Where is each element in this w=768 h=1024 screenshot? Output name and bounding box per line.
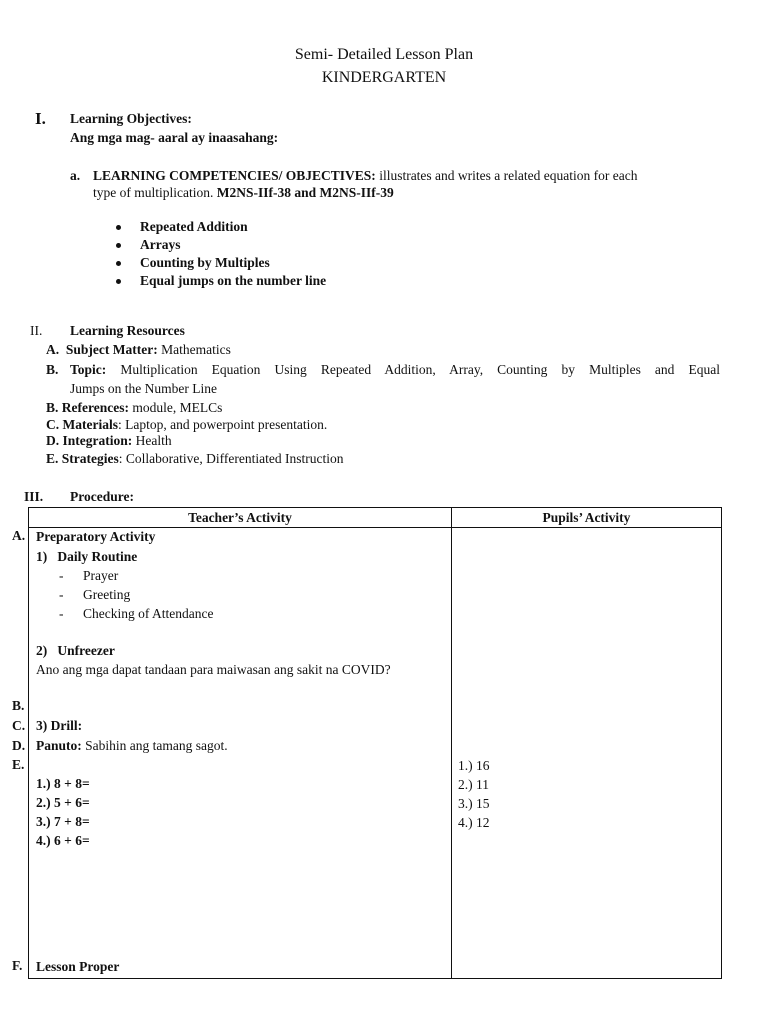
section1-heading: Learning Objectives: xyxy=(70,111,192,126)
bullet-item: Arrays xyxy=(140,237,181,252)
bullet-item: Equal jumps on the number line xyxy=(140,273,327,288)
preparatory-activity: Preparatory Activity xyxy=(36,529,156,544)
section3-heading: Procedure: xyxy=(70,489,134,504)
teacher-activity-header: Teacher’s Activity xyxy=(29,508,452,528)
drill-equation: 3.) 7 + 8= xyxy=(36,814,90,829)
item-a-label: LEARNING COMPETENCIES/ OBJECTIVES: xyxy=(93,168,376,183)
unfreezer: 2) Unfreezer xyxy=(36,643,115,658)
item-a-text-line1: illustrates and writes a related equation for each xyxy=(379,168,638,183)
unfreezer-question: Ano ang mga dapat tandaan para maiwasan ang sakit na COVID? xyxy=(36,662,391,677)
drill-equation: 1.) 8 + 8= xyxy=(36,776,90,791)
section2-heading: Learning Resources xyxy=(70,323,185,338)
row-letter: C. xyxy=(12,718,26,733)
pupil-answer: 2.) 11 xyxy=(458,777,489,792)
bullet-icon xyxy=(116,243,121,248)
resource-topic-letter: B. xyxy=(46,362,59,377)
item-a-text-line2: type of multiplication. xyxy=(93,185,214,200)
pupils-activity-header: Pupils’ Activity xyxy=(452,508,722,528)
bullet-item: Counting by Multiples xyxy=(140,255,270,270)
dash-icon: - xyxy=(59,606,64,621)
row-letter: F. xyxy=(12,958,23,973)
item-a-line2 xyxy=(93,185,394,201)
bullet-item: Repeated Addition xyxy=(140,219,248,234)
pupil-answer: 4.) 12 xyxy=(458,815,490,830)
pupil-answer: 1.) 16 xyxy=(458,758,490,773)
row-letter: D. xyxy=(12,738,26,753)
routine-item: Prayer xyxy=(83,568,119,583)
pupil-answer: 3.) 15 xyxy=(458,796,490,811)
section3-numeral: III. xyxy=(24,489,44,504)
drill: 3) Drill: xyxy=(36,718,83,733)
resource-item-materials: C. Materials: Laptop, and powerpoint presentation. xyxy=(46,417,328,432)
dash-icon: - xyxy=(59,568,64,583)
teacher-activity-cell xyxy=(29,528,452,979)
document-subtitle: KINDERGARTEN xyxy=(321,69,447,86)
item-a-line1 xyxy=(93,168,637,184)
resource-topic-line2: Jumps on the Number Line xyxy=(70,381,217,396)
drill-equation: 4.) 6 + 6= xyxy=(36,833,90,848)
drill-equation: 2.) 5 + 6= xyxy=(36,795,90,810)
row-letter: E. xyxy=(12,757,25,772)
resource-item-subject: A. Subject Matter: Mathematics xyxy=(46,342,231,357)
routine-item: Greeting xyxy=(83,587,131,602)
item-a-letter: a. xyxy=(70,168,81,183)
section1-intro: Ang mga mag- aaral ay inaasahang: xyxy=(70,130,279,145)
bullet-icon xyxy=(116,225,121,230)
row-letter: B. xyxy=(12,698,25,713)
item-a-code: M2NS-IIf-38 and M2NS-IIf-39 xyxy=(216,185,394,200)
lesson-proper: Lesson Proper xyxy=(36,959,120,974)
resource-item-strategies: E. Strategies: Collaborative, Differentiated Instruction xyxy=(46,451,344,466)
row-letter: A. xyxy=(12,528,26,543)
pupils-activity-cell xyxy=(452,528,722,979)
bullet-icon xyxy=(116,279,121,284)
resource-item-references: B. References: module, MELCs xyxy=(46,400,223,415)
resource-item-integration: D. Integration: Health xyxy=(46,433,172,448)
section1-numeral: I. xyxy=(35,109,46,128)
procedure-table xyxy=(28,507,722,979)
routine-item: Checking of Attendance xyxy=(83,606,214,621)
resource-topic-line1: Topic: Multiplication Equation Using Repeated Addition, Array, Counting by Multiples and Equal xyxy=(70,362,720,377)
panuto: Panuto: Sabihin ang tamang sagot. xyxy=(36,738,228,753)
daily-routine: 1) Daily Routine xyxy=(36,549,138,564)
document-title: Semi- Detailed Lesson Plan xyxy=(294,46,474,63)
dash-icon: - xyxy=(59,587,64,602)
bullet-icon xyxy=(116,261,121,266)
section2-numeral: II. xyxy=(30,323,43,338)
